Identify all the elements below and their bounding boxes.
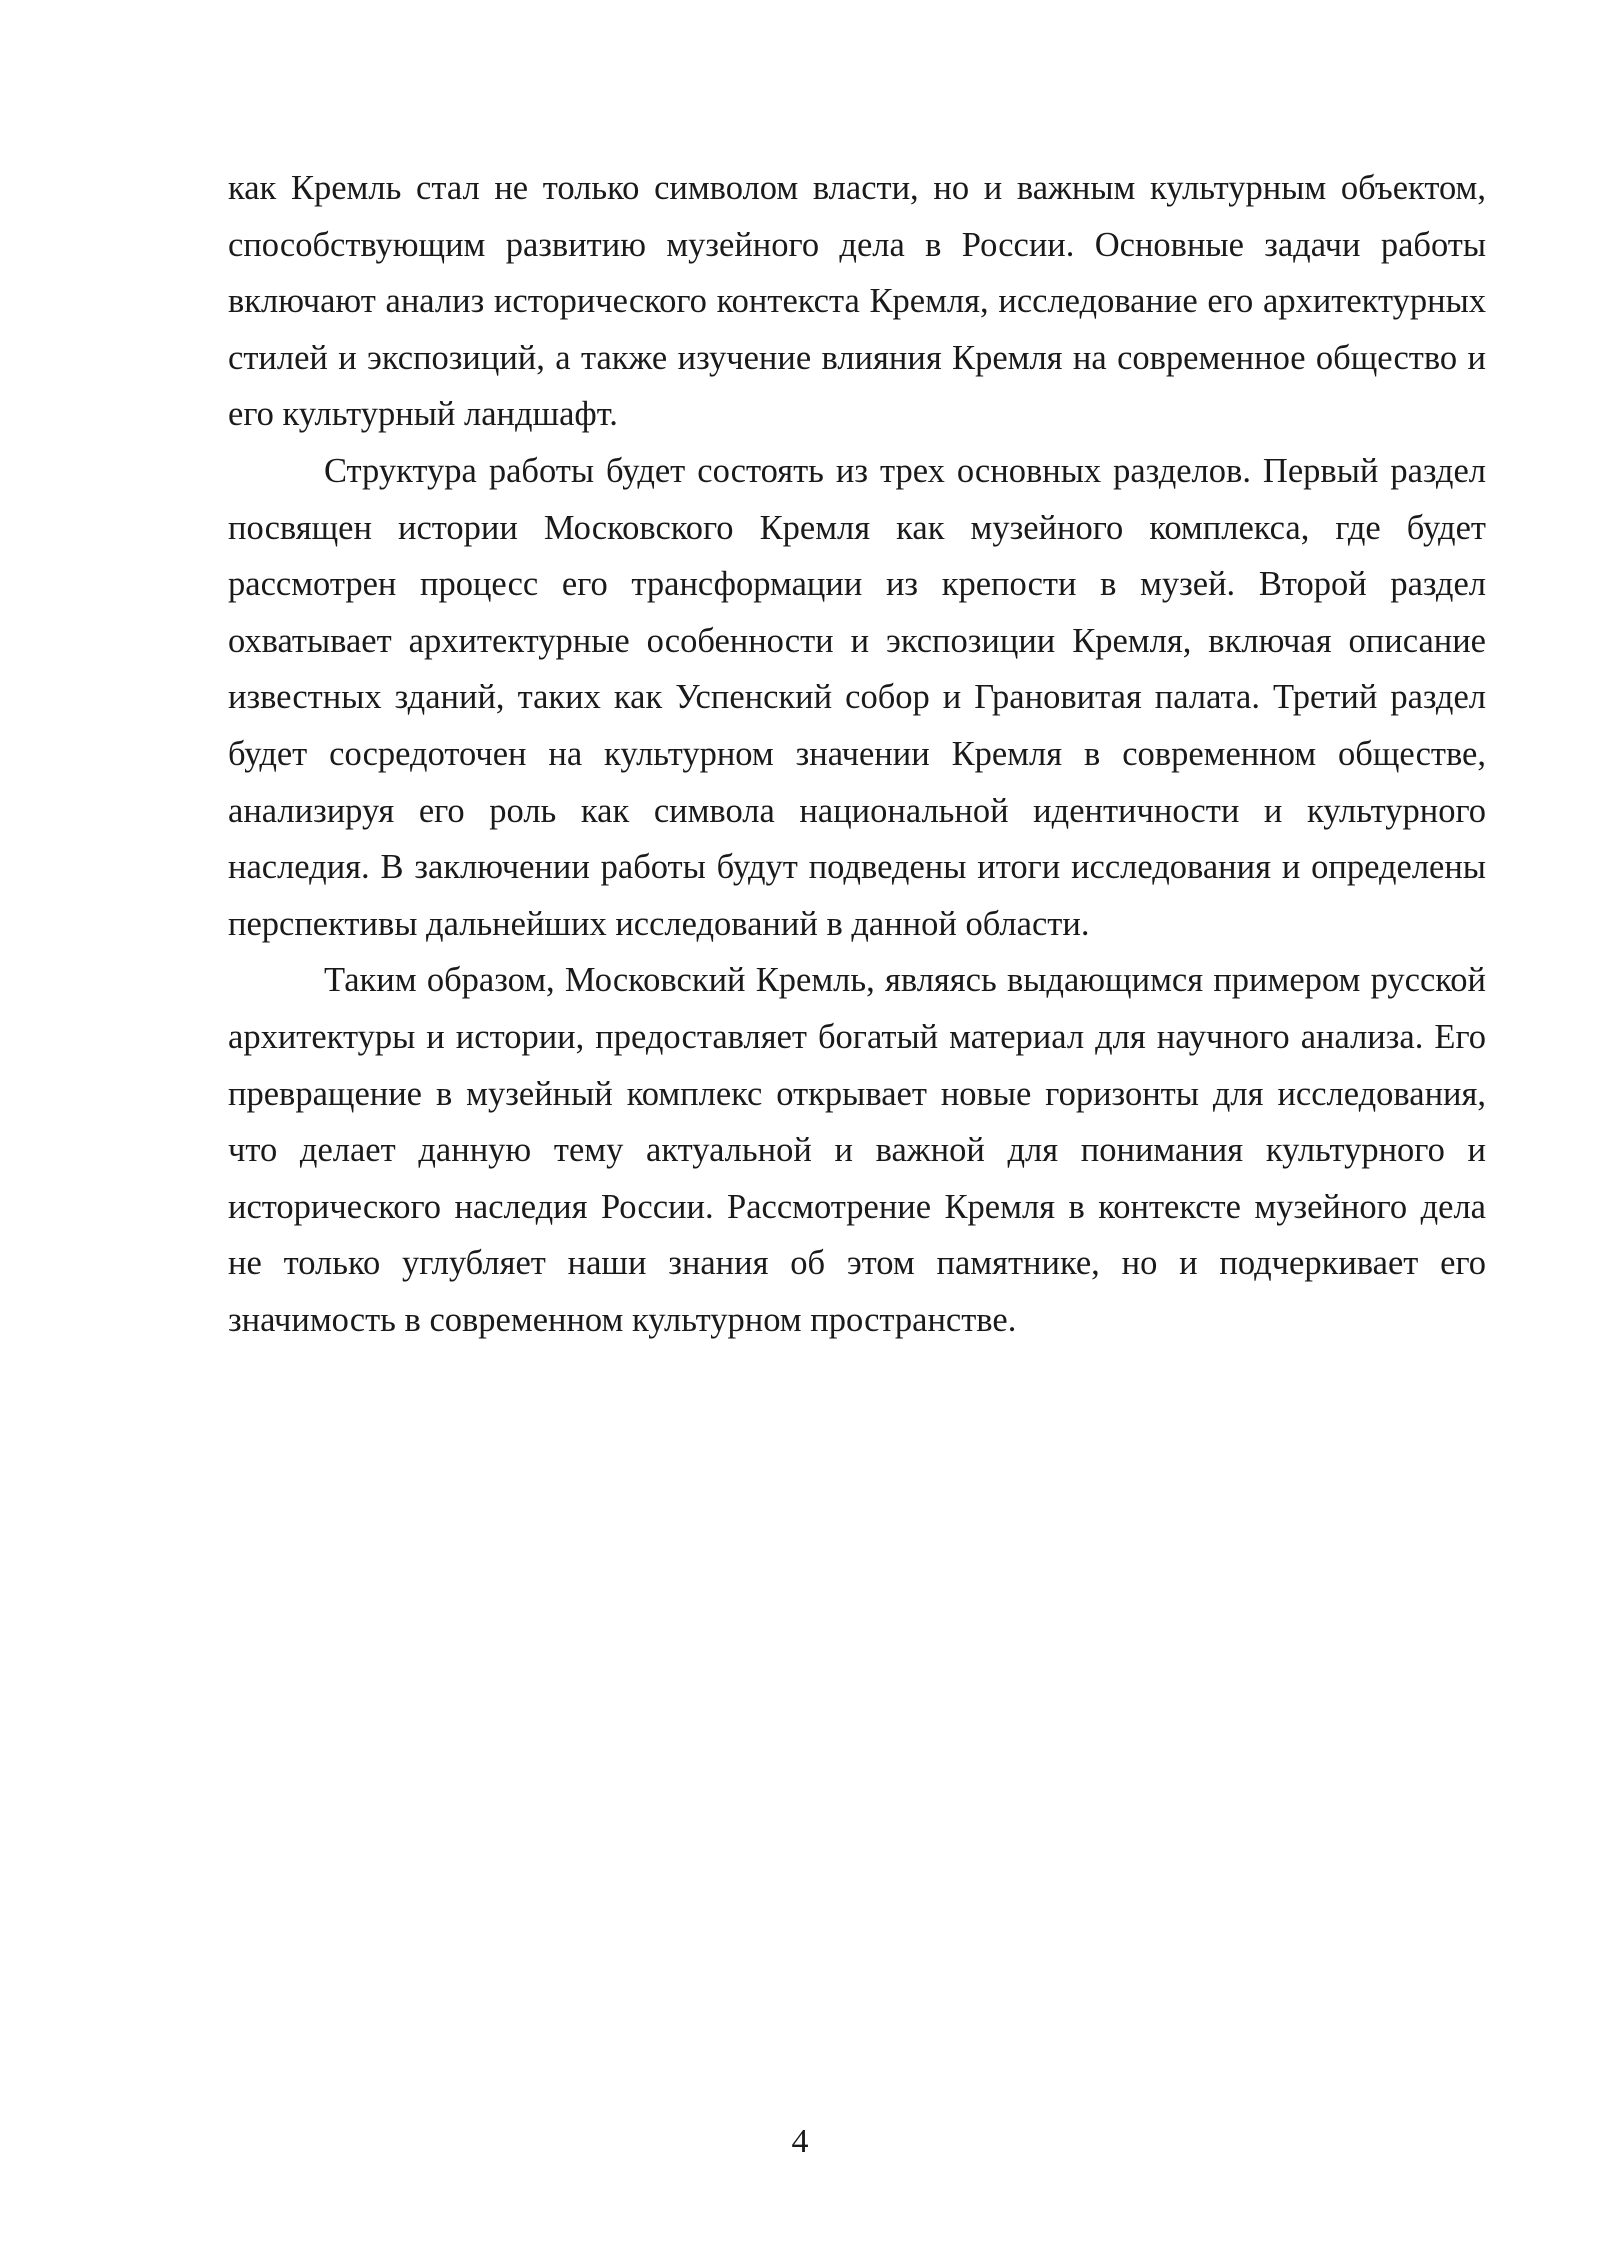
paragraph-conclusion: Таким образом, Московский Кремль, являясь выдающимся примером русской архитектуры и истории, предоставляет богатый материал для научного анализа. Его превращение в музейный комплекс открывает новые горизонты для исследования, что делает данную тему актуальной и важной для понимания культурного и исторического наследия России. Рассмотрение Кремля в контексте музейного дела не только углубляет наши знания об этом памятнике, но и подчеркивает его значимость в современном культурном пространстве. [228, 961, 1486, 1339]
document-body [228, 160, 1486, 1348]
page-number: 4 [791, 2123, 809, 2160]
paragraph-continued: как Кремль стал не только символом власти, но и важным культурным объектом, способствующим развитию музейного дела в России. Основные задачи работы включают анализ исторического контекста Кремля, исследование его архитектурных стилей и экспозиций, а также изучение влияния Кремля на современное общество и его культурный ландшафт. [228, 169, 1486, 434]
paragraph-structure: Структура работы будет состоять из трех основных разделов. Первый раздел посвящен истории Московского Кремля как музейного комплекса, где будет рассмотрен процесс его трансформации из крепости в музей. Второй раздел охватывает архитектурные особенности и экспозиции Кремля, включая описание известных зданий, таких как Успенский собор и Грановитая палата. Третий раздел будет сосредоточен на культурном значении Кремля в современном обществе, анализируя его роль как символа национальной идентичности и культурного наследия. В заключении работы будут подведены итоги исследования и определены перспективы дальнейших исследований в данной области. [228, 451, 1486, 943]
